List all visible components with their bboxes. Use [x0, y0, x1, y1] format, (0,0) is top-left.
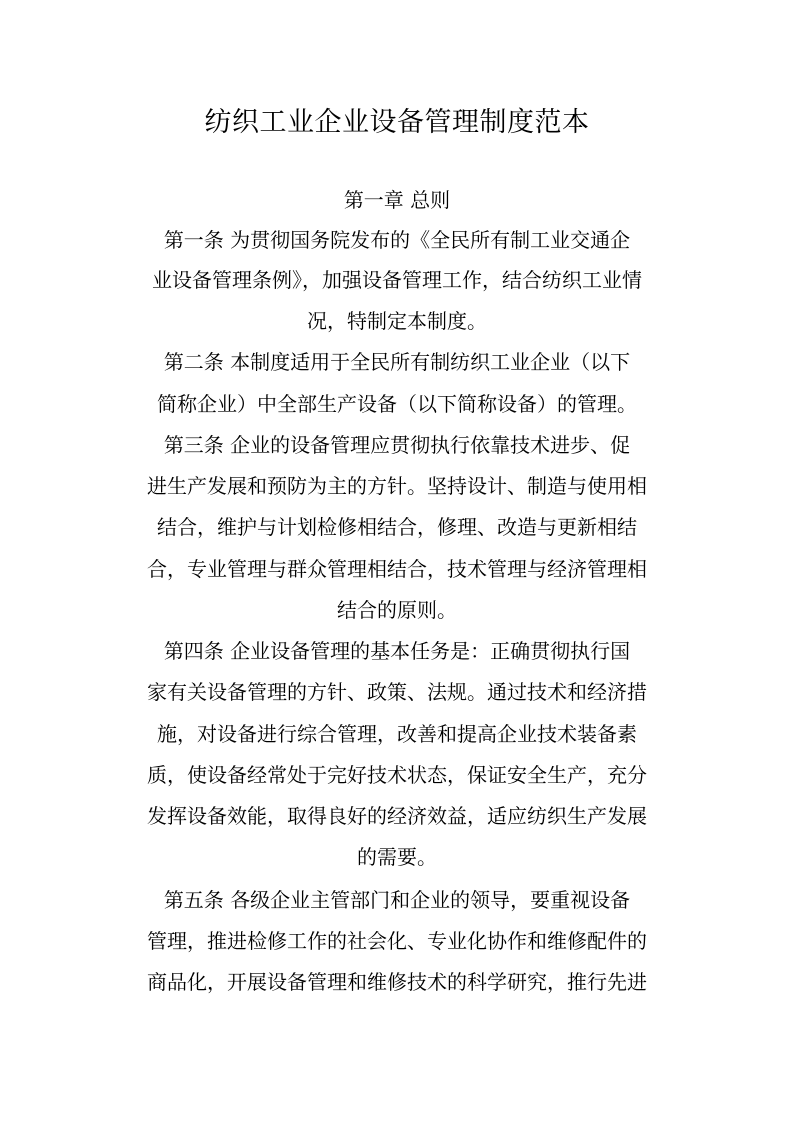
text-line: 合，专业管理与群众管理相结合，技术管理与经济管理相 [147, 557, 647, 581]
text-line: 第一条 为贯彻国务院发布的《全民所有制工业交通企 [163, 228, 631, 252]
text-line: 第三条 企业的设备管理应贯彻执行依靠技术进步、促 [163, 433, 631, 457]
text-line: 的需要。 [357, 845, 437, 869]
chapter-heading: 第一章 总则 [343, 188, 451, 212]
text-line: 商品化，开展设备管理和维修技术的科学研究，推行先进 [147, 970, 647, 994]
text-line: 第二条 本制度适用于全民所有制纺织工业企业（以下 [163, 350, 631, 374]
text-line: 第四条 企业设备管理的基本任务是：正确贯彻执行国 [163, 639, 631, 663]
text-line: 第五条 各级企业主管部门和企业的领导，要重视设备 [163, 888, 631, 912]
text-line: 家有关设备管理的方针、政策、法规。通过技术和经济措 [147, 680, 647, 704]
text-line: 施，对设备进行综合管理，改善和提高企业技术装备素 [157, 722, 637, 746]
text-line: 质，使设备经常处于完好技术状态，保证安全生产，充分 [147, 763, 647, 787]
text-line: 况，特制定本制度。 [307, 309, 487, 333]
text-line: 发挥设备效能，取得良好的经济效益，适应纺织生产发展 [147, 804, 647, 828]
document-title: 纺织工业企业设备管理制度范本 [204, 107, 590, 138]
text-line: 结合，维护与计划检修相结合，修理、改造与更新相结 [157, 515, 637, 539]
text-line: 进生产发展和预防为主的方针。坚持设计、制造与使用相 [147, 474, 647, 498]
text-line: 简称企业）中全部生产设备（以下简称设备）的管理。 [157, 392, 637, 416]
text-line: 管理，推进检修工作的社会化、专业化协作和维修配件的 [147, 929, 647, 953]
text-line: 结合的原则。 [337, 598, 457, 622]
text-line: 业设备管理条例》，加强设备管理工作，结合纺织工业情 [152, 268, 642, 292]
